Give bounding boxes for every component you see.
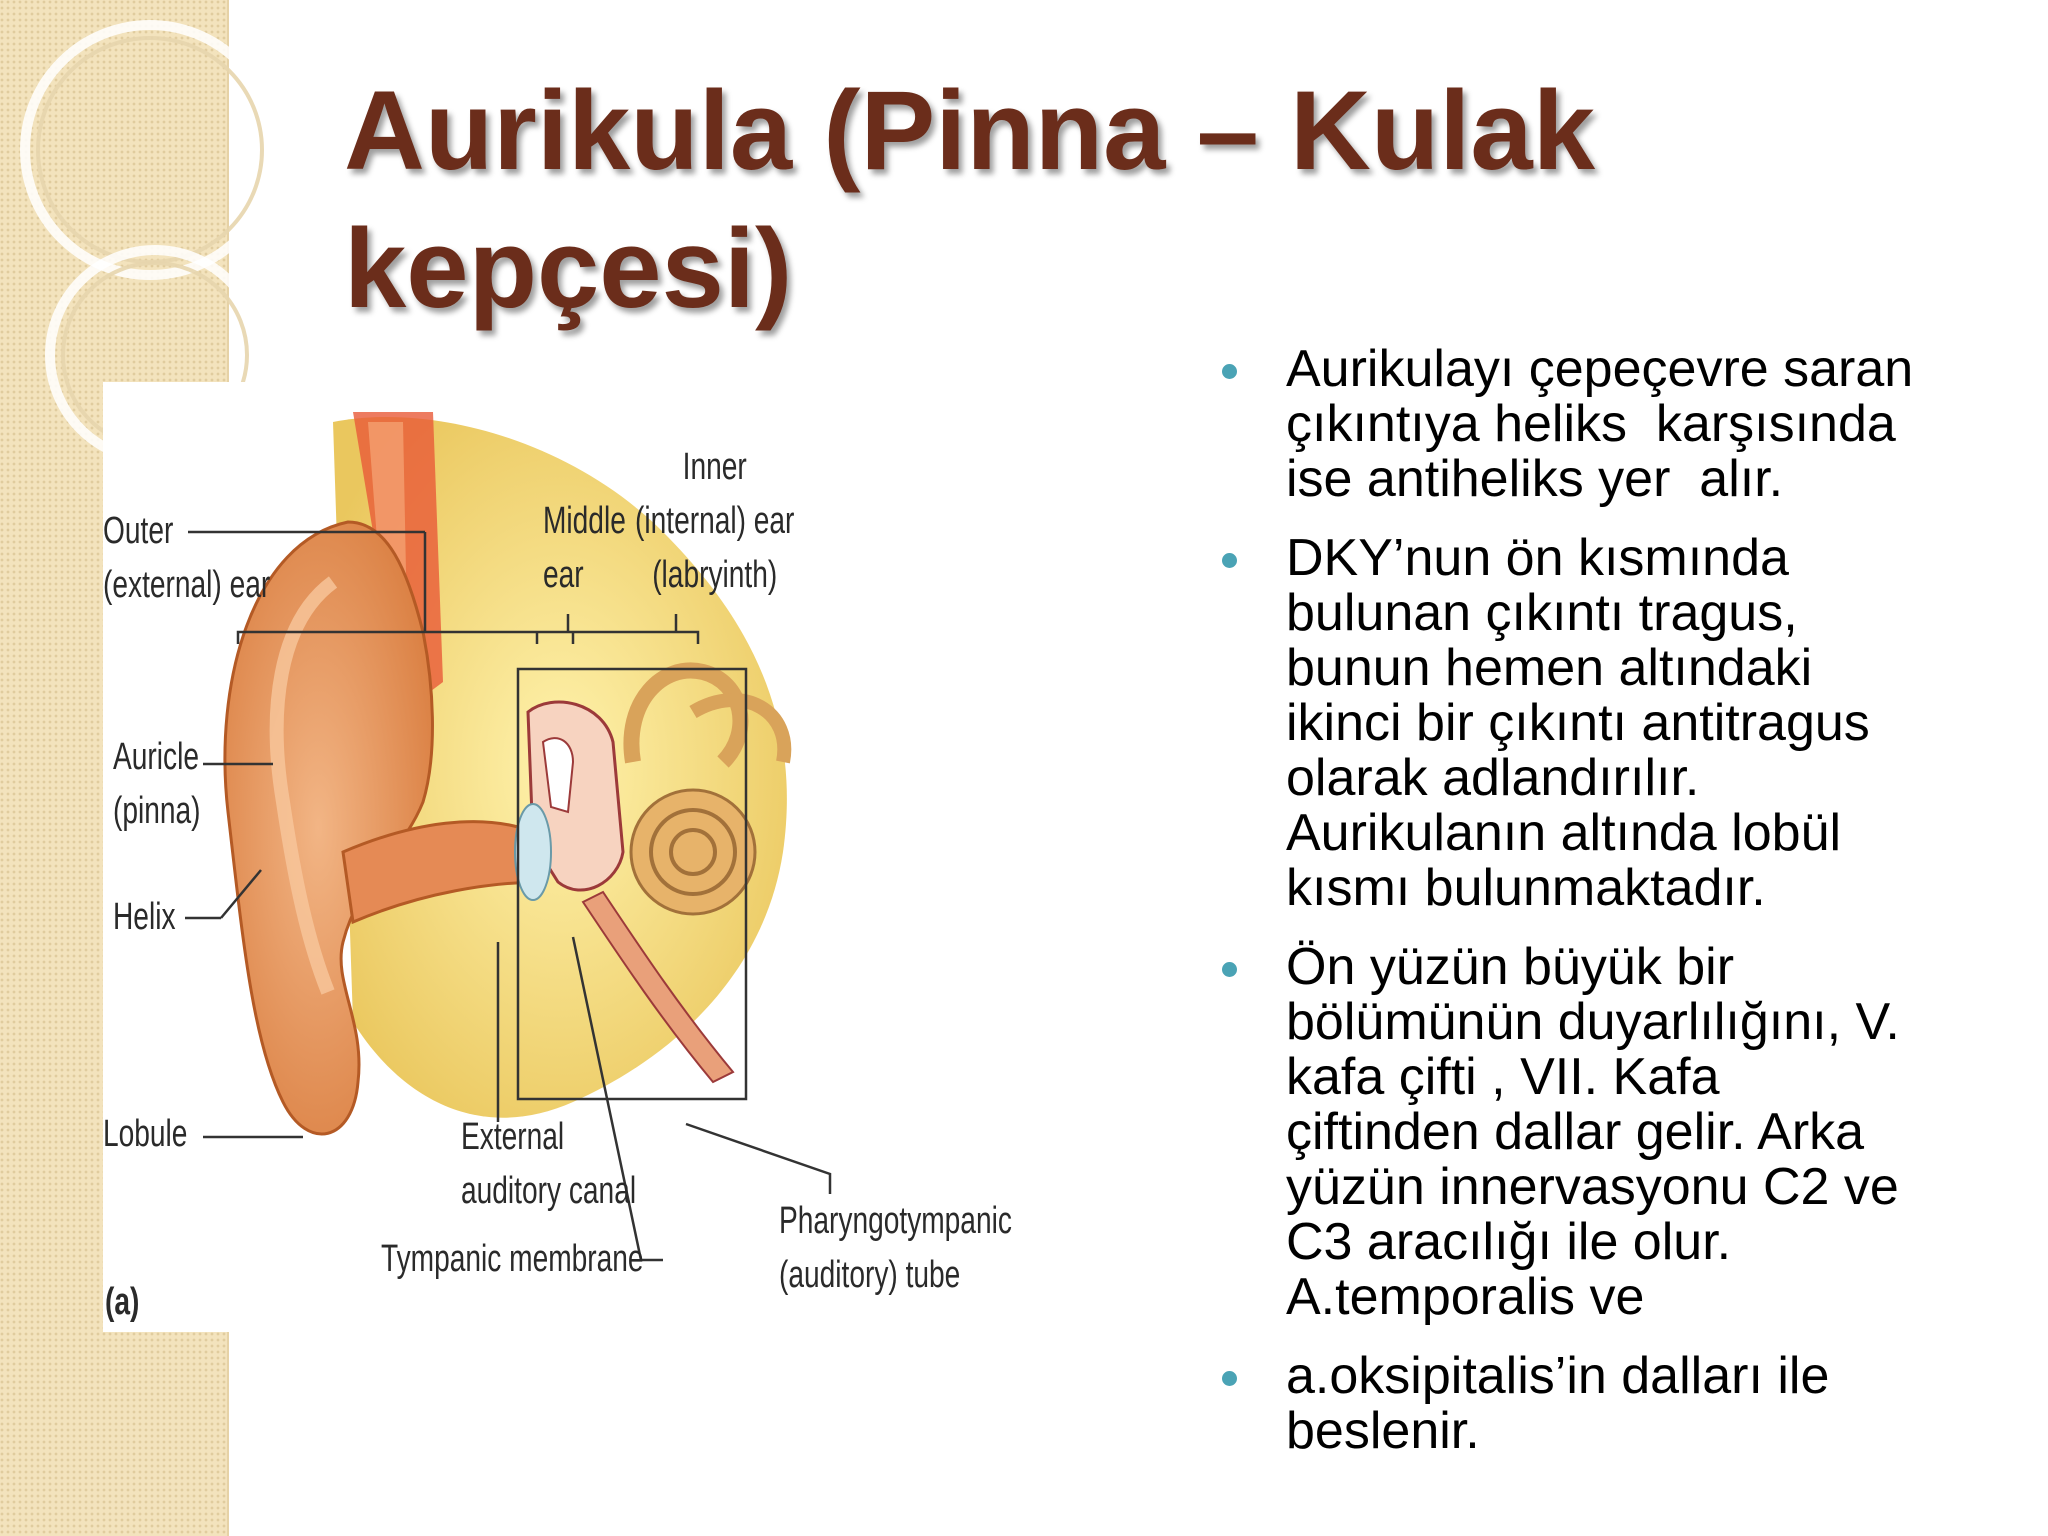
bullet-text-2: DKY’nun ön kısmında bulunan çıkıntı tragus, bunun hemen altındaki ikinci bir çıkıntı antitragus olarak adlandırılır. Aurikulanın altında lobül kısmı bulunmaktadır. [1286, 529, 1870, 917]
bullet-dot-icon [1222, 553, 1237, 568]
label-lobule: Lobule [103, 1113, 188, 1155]
bullet-item-3 [1222, 940, 2022, 1325]
bullet-dot-icon [1222, 364, 1237, 379]
label-middle-ear: Middle ear [543, 500, 626, 596]
label-pharyngotympanic-tube: Pharyngotympanic (auditory) tube [779, 1200, 1012, 1296]
bullet-dot-icon [1222, 1371, 1237, 1386]
bullet-text-1: Aurikulayı çepeçevre saran çıkıntıya heliks karşısında ise antiheliks yer alır. [1286, 340, 1914, 508]
label-inner-ear: Inner (internal) ear (labryinth) [635, 446, 795, 596]
bullet-item-4 [1222, 1349, 2022, 1459]
label-panel-a: (a) [105, 1281, 140, 1323]
bullet-dot-icon [1222, 962, 1237, 977]
label-tympanic-membrane: Tympanic membrane [381, 1238, 644, 1280]
bullet-list [1222, 342, 2022, 1483]
label-auricle: Auricle (pinna) [113, 736, 201, 832]
bullet-text-3: Ön yüzün büyük bir bölümünün duyarlılığını, V. kafa çifti , VII. Kafa çiftinden dallar gelir. Arka yüzün innervasyonu C2 ve C3 aracılığı ile olur. A.temporalis ve [1286, 938, 1900, 1326]
label-outer-ear: Outer (external) ear [103, 510, 271, 606]
label-helix: Helix [113, 896, 176, 938]
bullet-text-4: a.oksipitalis’in dalları ile beslenir. [1286, 1347, 1830, 1460]
bullet-item-1 [1222, 342, 2022, 507]
ear-anatomy-figure [103, 382, 1013, 1332]
bullet-item-2 [1222, 531, 2022, 916]
label-external-auditory-canal: External auditory canal [461, 1116, 637, 1212]
slide-title: Aurikula (Pinna – Kulak kepçesi) [344, 68, 1595, 331]
